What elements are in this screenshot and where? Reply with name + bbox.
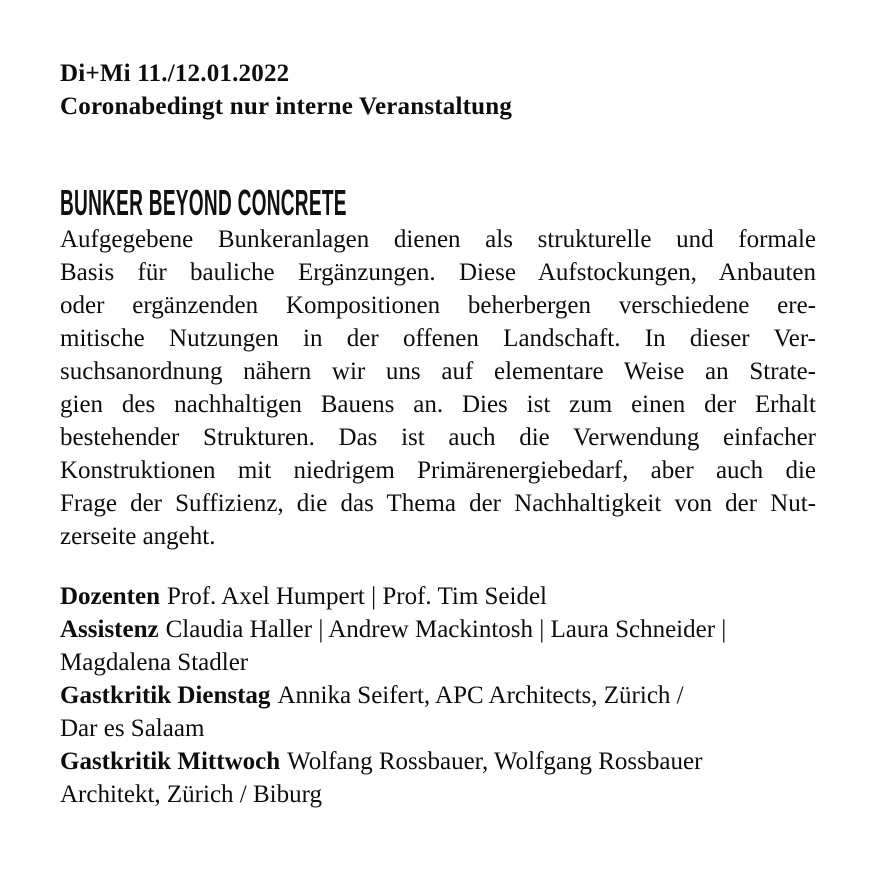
credit-line bbox=[60, 580, 816, 613]
credit-value: Prof. Axel Humpert | Prof. Tim Seidel bbox=[166, 583, 548, 610]
credit-label: Gastkritik Mittwoch bbox=[60, 748, 281, 775]
credit-label: Gastkritik Dienstag bbox=[60, 682, 271, 709]
credit-value: Wolfang Rossbauer, Wolfgang Rossbauer bbox=[287, 748, 703, 775]
credit-entry-gastkritik-dienstag bbox=[60, 679, 816, 745]
description-line: oder ergänzenden Kompositionen beherbergen verschiedene ere- bbox=[60, 292, 816, 319]
credit-line bbox=[60, 745, 816, 778]
credit-label: Dozenten bbox=[60, 583, 160, 610]
event-date: Di+Mi 11./12.01.2022 bbox=[60, 60, 290, 87]
description-line: Aufgegebene Bunkeranlagen dienen als strukturelle und formale bbox=[60, 226, 816, 253]
description-line: suchsanordnung nähern wir uns auf elementare Weise an Strate- bbox=[60, 358, 816, 385]
credit-value-continued: Magdalena Stadler bbox=[60, 649, 249, 676]
description-line: Basis für bauliche Ergänzungen. Diese Aufstockungen, Anbauten bbox=[60, 259, 816, 286]
description-line: mitische Nutzungen in der offenen Landschaft. In dieser Ver- bbox=[60, 325, 816, 352]
project-description bbox=[60, 223, 816, 553]
event-note: Coronabedingt nur interne Veranstaltung bbox=[60, 93, 513, 120]
project-title bbox=[60, 183, 816, 223]
credit-entry-gastkritik-mittwoch bbox=[60, 745, 816, 811]
credit-entry-assistenz bbox=[60, 613, 816, 679]
credit-value-continued: Dar es Salaam bbox=[60, 715, 205, 742]
description-line: Frage der Suffizienz, die das Thema der Nachhaltigkeit von der Nut- bbox=[60, 490, 816, 517]
credits-list bbox=[60, 580, 816, 811]
credit-line bbox=[60, 613, 816, 646]
credit-line bbox=[60, 679, 816, 712]
credit-value-continued: Architekt, Zürich / Biburg bbox=[60, 781, 322, 808]
credit-entry-dozenten bbox=[60, 580, 816, 613]
credit-label: Assistenz bbox=[60, 616, 159, 643]
description-line: bestehender Strukturen. Das ist auch die Verwendung einfacher bbox=[60, 424, 816, 451]
credit-value: Claudia Haller | Andrew Mackintosh | Laura Schneider | bbox=[165, 616, 727, 643]
project-title-text: BUNKER BEYOND CONCRETE bbox=[60, 182, 347, 223]
event-header bbox=[60, 57, 816, 123]
credit-value: Annika Seifert, APC Architects, Zürich / bbox=[277, 682, 684, 709]
description-line: Konstruktionen mit niedrigem Primärenergiebedarf, aber auch die bbox=[60, 457, 816, 484]
description-line: gien des nachhaltigen Bauens an. Dies ist zum einen der Erhalt bbox=[60, 391, 816, 418]
description-line: zerseite angeht. bbox=[60, 523, 216, 550]
